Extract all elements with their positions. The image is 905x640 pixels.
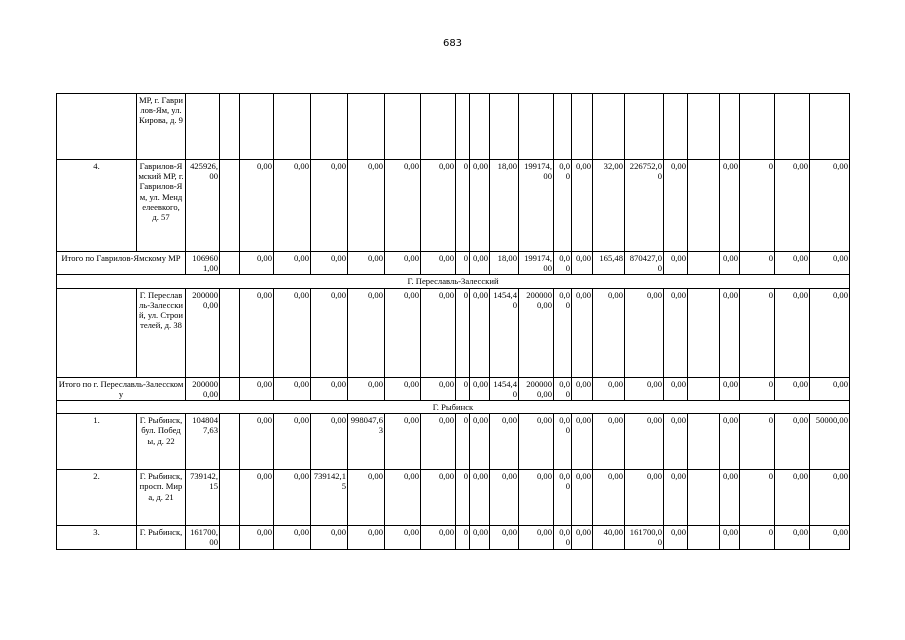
table-cell: 0,00 (664, 414, 688, 470)
table-cell: 0,00 (664, 377, 688, 400)
table-cell (311, 94, 348, 160)
table-cell: 0,00 (554, 414, 572, 470)
table-cell: 0,00 (554, 288, 572, 377)
table-cell: 0,00 (470, 288, 490, 377)
table-cell: 0,00 (720, 377, 740, 400)
table-cell: 0 (740, 252, 775, 275)
table-cell: 0,00 (720, 470, 740, 526)
table-cell (688, 526, 720, 549)
address-cell: Г. Рыбинск, (137, 526, 186, 549)
table-cell: 0,00 (311, 414, 348, 470)
table-cell: 0,00 (572, 288, 593, 377)
table-cell: 0 (456, 160, 470, 252)
table-cell (348, 94, 385, 160)
table-cell: 0 (456, 470, 470, 526)
table-cell: 1454,40 (490, 288, 519, 377)
table-cell: 0,00 (810, 288, 850, 377)
table-cell: 0,00 (240, 160, 274, 252)
table-cell (220, 377, 240, 400)
table-cell: 0,00 (664, 252, 688, 275)
table-cell: 40,00 (593, 526, 625, 549)
table-cell: 0,00 (775, 252, 810, 275)
table-cell: 0 (456, 252, 470, 275)
table-cell: 0,00 (554, 160, 572, 252)
table-cell (740, 94, 775, 160)
table-cell: 0,00 (810, 470, 850, 526)
address-cell: Г. Переславль-Залесский, ул. Строителей, д. 38 (137, 288, 186, 377)
table-cell: 0,00 (274, 526, 311, 549)
table-cell: 0 (740, 288, 775, 377)
table-cell: 0,00 (470, 377, 490, 400)
table-cell: 0,00 (572, 414, 593, 470)
table-cell: 0,00 (274, 160, 311, 252)
table-cell: 0,00 (593, 288, 625, 377)
table-cell: 0,00 (274, 470, 311, 526)
row-number: 3. (57, 526, 137, 549)
table-cell: 0,00 (470, 470, 490, 526)
table-cell: 0,00 (240, 252, 274, 275)
total-label: Итого по г. Переславль-Залесскому (57, 377, 186, 400)
table-cell (490, 94, 519, 160)
table-cell (775, 94, 810, 160)
table-cell: 0,00 (625, 288, 664, 377)
table-cell: 0,00 (421, 288, 456, 377)
table-cell: 0,00 (490, 526, 519, 549)
table-cell: 0,00 (664, 526, 688, 549)
table-cell: 0,00 (775, 288, 810, 377)
table-cell (554, 94, 572, 160)
table-cell: 0,00 (664, 470, 688, 526)
table-cell: 0 (740, 414, 775, 470)
table-cell: 0,00 (593, 414, 625, 470)
table-cell: 2000000,00 (519, 377, 554, 400)
section-header: Г. Рыбинск (57, 401, 850, 414)
table-cell: 0,00 (664, 288, 688, 377)
table-cell (688, 252, 720, 275)
table-cell (220, 414, 240, 470)
table-row (57, 288, 850, 377)
table-cell: 161700,00 (625, 526, 664, 549)
table-cell: 0,00 (240, 470, 274, 526)
table-cell: 0,00 (421, 160, 456, 252)
table-cell: 0,00 (554, 252, 572, 275)
table-cell (625, 94, 664, 160)
address-cell: Г. Рыбинск, просп. Мира, д. 21 (137, 470, 186, 526)
table-cell: 0,00 (720, 160, 740, 252)
table-cell (810, 94, 850, 160)
table-cell: 0,00 (470, 160, 490, 252)
table-row (57, 526, 850, 549)
table-row (57, 470, 850, 526)
table-cell (385, 94, 421, 160)
table-cell (240, 94, 274, 160)
table-cell: 0,00 (421, 470, 456, 526)
row-number: 4. (57, 160, 137, 252)
table-cell: 0,00 (385, 470, 421, 526)
table-cell: 0,00 (625, 414, 664, 470)
table-cell: 0,00 (385, 414, 421, 470)
table-cell: 0,00 (421, 377, 456, 400)
table-row (57, 377, 850, 400)
table-cell: 0,00 (240, 377, 274, 400)
table-cell: 0,00 (519, 526, 554, 549)
table-row (57, 160, 850, 252)
table-cell: 0,00 (385, 377, 421, 400)
table-cell: 0,00 (572, 160, 593, 252)
table-cell: 18,00 (490, 160, 519, 252)
table-cell (220, 94, 240, 160)
table-cell: 0,00 (720, 252, 740, 275)
table-cell: 0 (456, 288, 470, 377)
table-row (57, 252, 850, 275)
table-row (57, 94, 850, 160)
table-cell: 0,00 (274, 414, 311, 470)
section-header: Г. Переславль-Залесский (57, 275, 850, 288)
table-row (57, 275, 850, 288)
table-cell: 2000000,00 (186, 288, 220, 377)
table-cell: 1048047,63 (186, 414, 220, 470)
table-cell (688, 377, 720, 400)
table-cell (593, 94, 625, 160)
table-cell: 0 (740, 470, 775, 526)
table-cell: 0,00 (572, 470, 593, 526)
table-cell: 0,00 (470, 252, 490, 275)
table-cell: 0 (456, 377, 470, 400)
table-cell: 199174,00 (519, 252, 554, 275)
page-number: 683 (442, 38, 463, 49)
table-cell: 0,00 (348, 288, 385, 377)
table-cell: 0,00 (572, 526, 593, 549)
data-table (56, 93, 850, 550)
table-cell: 0 (740, 160, 775, 252)
table-cell: 0,00 (385, 252, 421, 275)
table-cell: 199174,00 (519, 160, 554, 252)
table-cell (688, 160, 720, 252)
table-cell: 0,00 (274, 252, 311, 275)
table-cell: 0,00 (421, 414, 456, 470)
table-cell: 0,00 (348, 526, 385, 549)
table-cell (186, 94, 220, 160)
table-cell (688, 288, 720, 377)
table-cell: 226752,00 (625, 160, 664, 252)
table-cell (572, 94, 593, 160)
table-cell: 0,00 (240, 288, 274, 377)
table-cell (664, 94, 688, 160)
table-cell: 2000000,00 (186, 377, 220, 400)
table-cell: 18,00 (490, 252, 519, 275)
table-cell: 0,00 (664, 160, 688, 252)
table-cell: 0,00 (470, 526, 490, 549)
table-cell: 0,00 (810, 160, 850, 252)
table-cell: 0,00 (810, 377, 850, 400)
table-cell: 870427,00 (625, 252, 664, 275)
table-cell: 0,00 (593, 377, 625, 400)
table-cell: 0,00 (775, 526, 810, 549)
table-cell: 0,00 (311, 252, 348, 275)
table-cell: 0,00 (554, 377, 572, 400)
row-number (57, 288, 137, 377)
table-cell: 0,00 (274, 377, 311, 400)
table-cell: 0,00 (240, 414, 274, 470)
table-cell: 0,00 (554, 526, 572, 549)
table-cell: 425926,00 (186, 160, 220, 252)
table-cell: 0,00 (720, 288, 740, 377)
table-cell: 0 (740, 377, 775, 400)
table-cell: 0,00 (519, 414, 554, 470)
table-cell: 32,00 (593, 160, 625, 252)
address-cell: Гаврилов-Ямский МР, г. Гаврилов-Ям, ул. Менделеевкого, д. 57 (137, 160, 186, 252)
table-cell: 0,00 (593, 470, 625, 526)
table-cell: 0,00 (519, 470, 554, 526)
table-cell: 0,00 (625, 470, 664, 526)
table-cell (274, 94, 311, 160)
table-cell: 0,00 (348, 160, 385, 252)
table-cell: 0,00 (572, 252, 593, 275)
table-cell (688, 414, 720, 470)
table-cell (220, 288, 240, 377)
table-cell (220, 252, 240, 275)
table-cell: 50000,00 (810, 414, 850, 470)
table-row (57, 414, 850, 470)
table-cell: 0 (456, 414, 470, 470)
table-cell: 739142,15 (186, 470, 220, 526)
table-cell: 0 (456, 526, 470, 549)
table-row (57, 401, 850, 414)
table-cell: 0,00 (720, 414, 740, 470)
table-cell (688, 94, 720, 160)
table-cell: 0 (740, 526, 775, 549)
table-cell: 0,00 (625, 377, 664, 400)
address-cell: МР, г. Гаврилов-Ям, ул. Кирова, д. 9 (137, 94, 186, 160)
table-cell: 0,00 (554, 470, 572, 526)
table-cell: 0,00 (348, 377, 385, 400)
table-cell: 0,00 (810, 526, 850, 549)
table-cell: 0,00 (470, 414, 490, 470)
table-cell: 0,00 (775, 414, 810, 470)
table-cell: 0,00 (311, 526, 348, 549)
table-cell: 161700,00 (186, 526, 220, 549)
table-cell: 0,00 (775, 470, 810, 526)
table-cell: 998047,63 (348, 414, 385, 470)
table-cell (220, 470, 240, 526)
table-cell: 165,48 (593, 252, 625, 275)
table-cell (688, 470, 720, 526)
table-cell: 0,00 (421, 252, 456, 275)
table-cell: 0,00 (775, 377, 810, 400)
table-cell: 0,00 (385, 288, 421, 377)
table-cell (421, 94, 456, 160)
table-cell: 0,00 (274, 288, 311, 377)
table-cell (220, 160, 240, 252)
table-cell (470, 94, 490, 160)
table-cell: 1454,40 (490, 377, 519, 400)
table-cell (720, 94, 740, 160)
row-number: 2. (57, 470, 137, 526)
table-cell: 0,00 (348, 470, 385, 526)
table-cell: 0,00 (720, 526, 740, 549)
table-cell: 0,00 (348, 252, 385, 275)
table-cell: 0,00 (385, 160, 421, 252)
table-cell: 0,00 (810, 252, 850, 275)
address-cell: Г. Рыбинск, бул. Победы, д. 22 (137, 414, 186, 470)
table-cell: 0,00 (311, 288, 348, 377)
table-cell: 0,00 (775, 160, 810, 252)
table-cell: 739142,15 (311, 470, 348, 526)
row-number: 1. (57, 414, 137, 470)
total-label: Итого по Гаврилов-Ямскому МР (57, 252, 186, 275)
row-number (57, 94, 137, 160)
table-cell: 0,00 (572, 377, 593, 400)
table-cell: 0,00 (240, 526, 274, 549)
table-cell: 1069601,00 (186, 252, 220, 275)
table-cell (519, 94, 554, 160)
table-cell (220, 526, 240, 549)
table-cell: 0,00 (311, 160, 348, 252)
table-cell: 0,00 (421, 526, 456, 549)
table-cell: 0,00 (490, 414, 519, 470)
table-cell (456, 94, 470, 160)
table-cell: 2000000,00 (519, 288, 554, 377)
table-cell: 0,00 (311, 377, 348, 400)
table-cell: 0,00 (385, 526, 421, 549)
table-cell: 0,00 (490, 470, 519, 526)
